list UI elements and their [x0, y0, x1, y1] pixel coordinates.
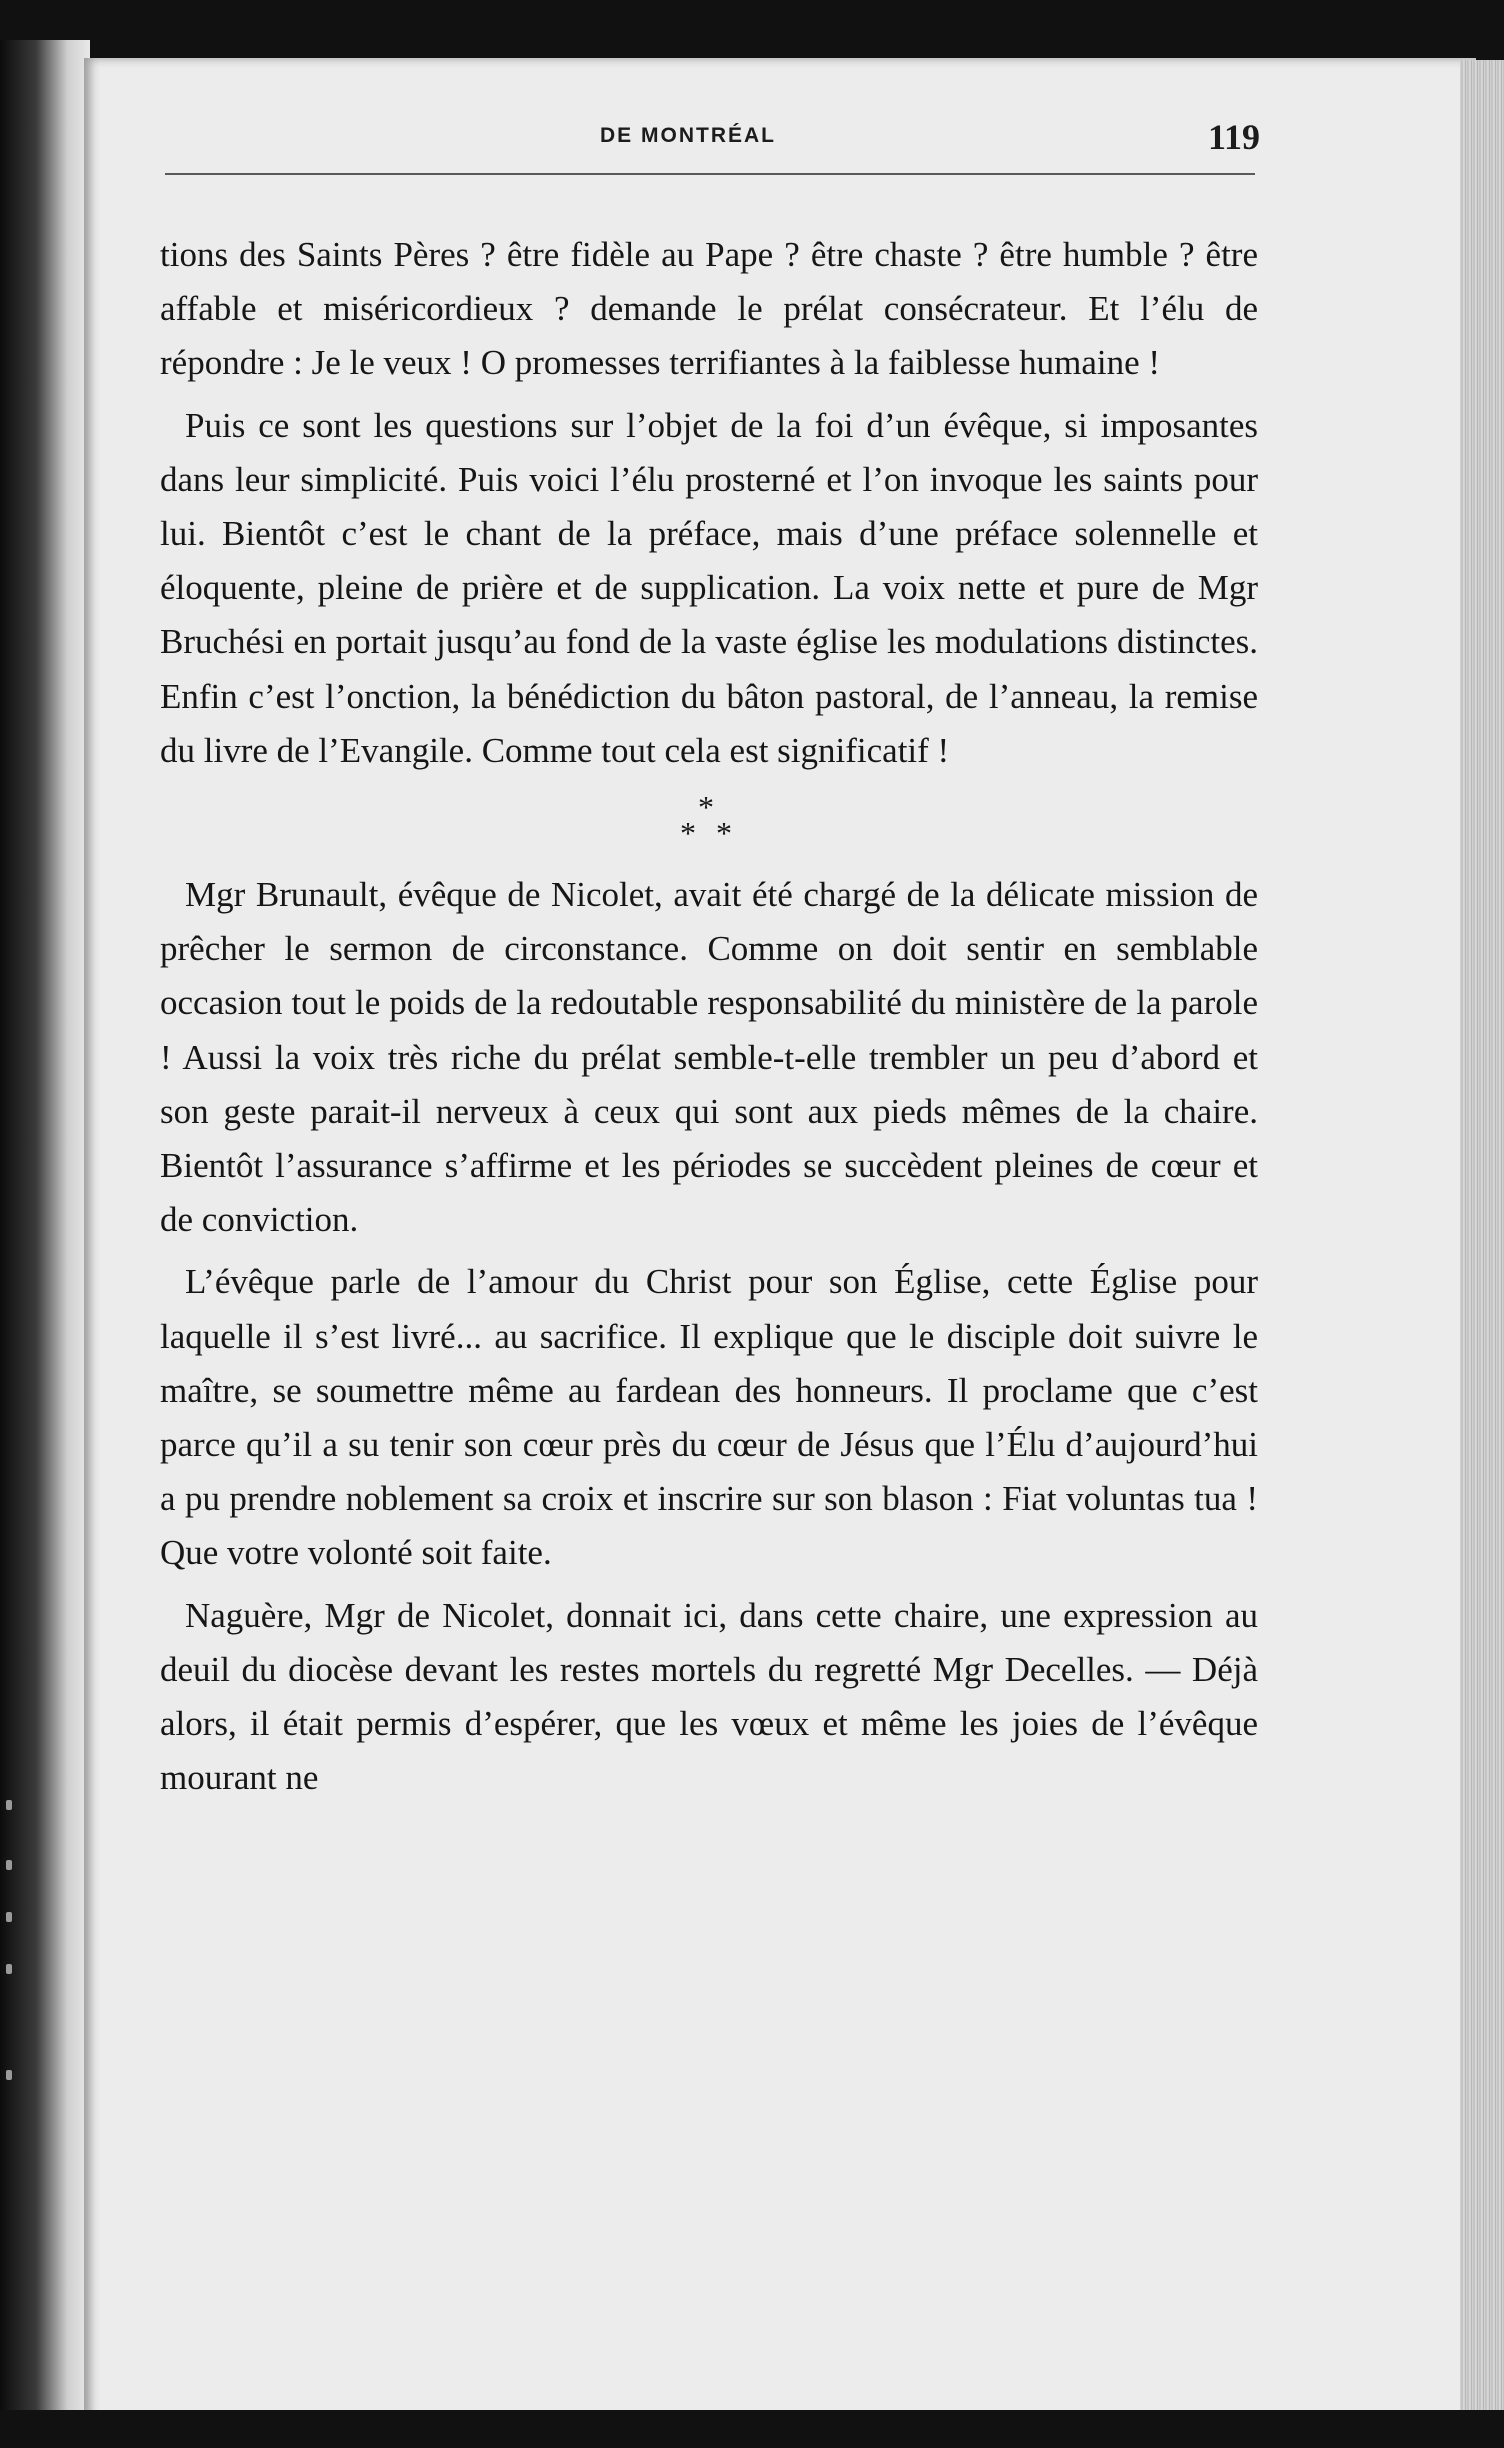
page-edges [1460, 60, 1504, 2430]
body-text [160, 228, 1258, 1805]
asterism-divider: * * * [680, 789, 738, 852]
paragraph: Naguère, Mgr de Nicolet, donnait ici, dans cette chaire, une expression au deuil du diocèse devant les restes mortels du regretté Mgr Decelles. — Déjà alors, il était permis d’espérer, que les vœux et même les joies de l’évêque mourant ne [160, 1595, 1258, 1798]
paragraph: L’évêque parle de l’amour du Christ pour son Église, cette Église pour laquelle il s’est livré... au sacrifice. Il explique que le disciple doit suivre le maître, se soumettre même au fardean des honneurs. Il proclame que c’est parce qu’il a su tenir son cœur près du cœur de Jésus que l’Élu d’aujourd’hui a pu prendre noblement sa croix et inscrire sur son blason : Fiat voluntas tua ! Que votre volonté soit faite. [160, 1262, 1258, 1573]
paragraph: Puis ce sont les questions sur l’objet de la foi d’un évêque, si imposantes dans leur simplicité. Puis voici l’élu prosterné et l’on invoque les saints pour lui. Bientôt c’est le chant de la préface, mais d’une préface solennelle et éloquente, pleine de prière et de supplication. La voix nette et pure de Mgr Bruchési en portait jusqu’au fond de la vaste église les modulations distinctes. Enfin c’est l’onction, la bénédiction du bâton pastoral, de l’anneau, la remise du livre de l’Evangile. Comme tout cela est significatif ! [160, 405, 1258, 770]
header-rule [165, 173, 1255, 175]
paragraph: Mgr Brunault, évêque de Nicolet, avait été chargé de la délicate mission de prêcher le sermon de circonstance. Comme on doit sentir en semblable occasion tout le poids de la redoutable responsabilité du ministère de la parole ! Aussi la voix très riche du prélat semble-t-elle trembler un peu d’abord et son geste parait-il nerveux à ceux qui sont aux pieds mêmes de la chaire. Bientôt l’assurance s’affirme et les périodes se succèdent pleines de cœur et de conviction. [160, 875, 1258, 1240]
running-head [160, 116, 1260, 156]
scan-bottom-border [0, 2410, 1504, 2448]
paragraph-continued: tions des Saints Pères ? être fidèle au Pape ? être chaste ? être humble ? être affable et miséricordieux ? demande le prélat consécrateur. Et l’élu de répondre : Je le veux ! O promesses terrifiantes à la faiblesse humaine ! [160, 235, 1258, 383]
margin-marks [6, 1800, 20, 2100]
page-number: 119 [1208, 117, 1261, 157]
running-title: DE MONTRÉAL [600, 124, 776, 147]
